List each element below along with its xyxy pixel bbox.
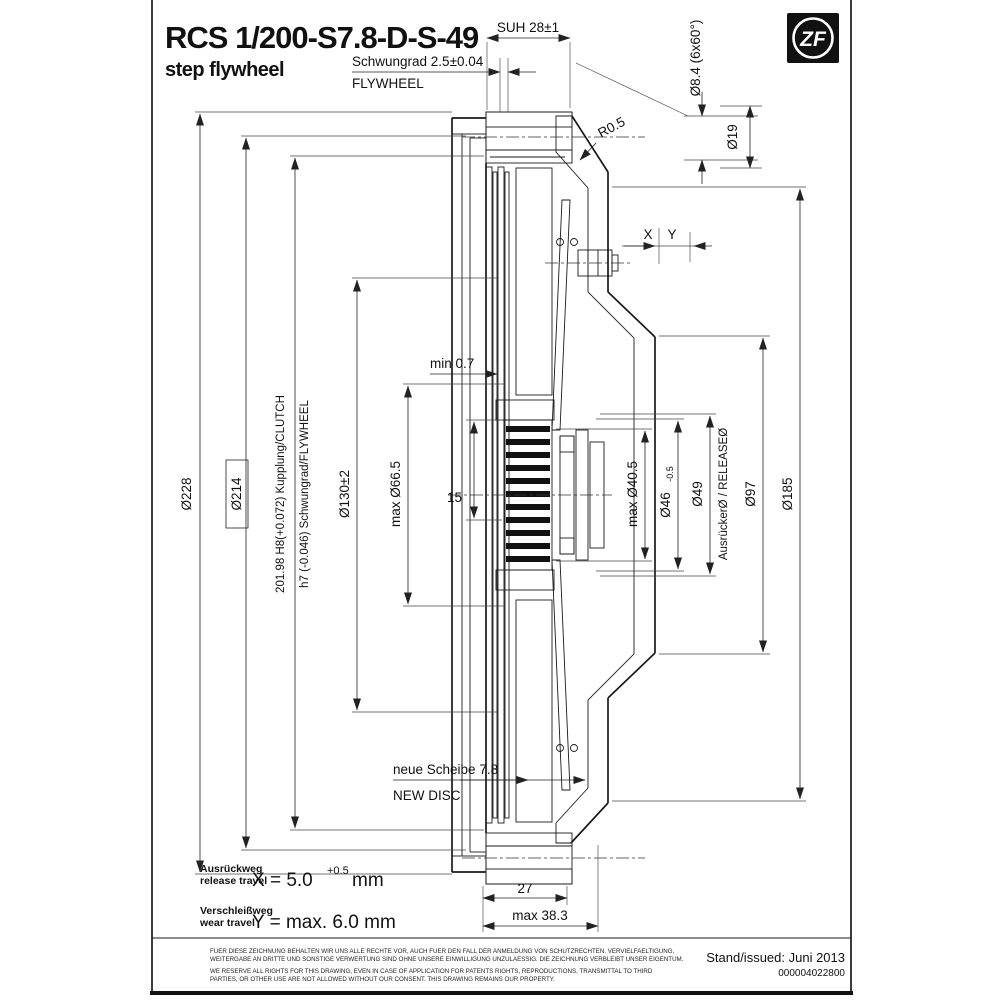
dim-d185: [612, 187, 806, 801]
dim-y-label: Y: [667, 227, 677, 242]
dim-d405-label: max Ø40.5: [625, 460, 640, 528]
release-travel-unit: mm: [352, 870, 384, 891]
dim-min07-label: min 0.7: [430, 356, 475, 371]
wear-travel-en: wear travel: [200, 917, 255, 929]
dim-d214-label: Ø214: [229, 477, 244, 511]
dim-len15: [447, 420, 502, 520]
issued-date: Stand/issued: Juni 2013: [706, 950, 845, 965]
dim-d228: [179, 112, 452, 874]
dim-flywheel-step: [352, 54, 536, 112]
dim-suh28-label: SUH 28±1: [496, 20, 560, 35]
dim-len15-label: 15: [446, 490, 462, 505]
dim-d49-label: Ø49: [690, 481, 705, 507]
travel-block: [199, 863, 396, 933]
legal-de-line2: WEITERGABE AN DRITTE UND SONSTIGE VERWERTUNG SIND OHNE UNSERE EINWILLIGUNG UNZULAESSIG. DIE ZEICHNUNG VERBLEIBT UNSER EIGENTUM.: [210, 956, 684, 963]
dim-d46-tol: -0.5: [665, 466, 675, 482]
dim-d228-label: Ø228: [179, 477, 194, 511]
legal-en-line2: PARTIES, OR OTHER USE ARE NOT ALLOWED WITHOUT OUR CONSENT. THIS DRAWING REMAINS OUR PROPERTY.: [210, 976, 555, 983]
dim-r05-label: R0.5: [595, 114, 628, 141]
dim-d46-label: Ø46: [658, 492, 673, 518]
legal-de-line1: FUER DIESE ZEICHNUNG BEHALTEN WIR UNS ALLE RECHTE VOR, AUCH FUER DEN FALL DER ANMELDUNG VON SCHUTZRECHTEN. VERVIELFAELTIGUNG,: [210, 948, 675, 955]
drawing-number: 000004022800: [778, 968, 845, 979]
dim-xy: [622, 227, 712, 264]
dim-bolt-holes: [576, 20, 758, 184]
dim-d185-label: Ø185: [780, 477, 795, 511]
dim-flywheel-fit-label: h7 (-0.046) Schwungrad/FLYWHEEL: [299, 400, 311, 588]
bolt-flange-bottom: [462, 833, 645, 884]
dim-schwungrad-label: Schwungrad 2.5±0.04: [352, 54, 484, 69]
zf-logo-text: ZF: [800, 28, 826, 51]
release-travel-tolerance: +0.5: [327, 865, 349, 877]
legal-en-line1: WE RESERVE ALL RIGHTS FOR THIS DRAWING, EVEN IN CASE OF APPLICATION FOR PATENTS RIGHTS, REPRODUCTIONS, TRANSMITTAL TO THIRD: [210, 968, 653, 975]
dim-w27-label: 27: [517, 881, 533, 896]
wear-travel-value: Y = max. 6.0 mm: [252, 912, 396, 933]
dim-clutch-fit-label: 201.98 H8(+0.072) Kupplung/CLUTCH: [275, 395, 287, 593]
wear-travel-de: Verschleißweg: [200, 905, 273, 917]
dim-d19-label: Ø19: [725, 124, 740, 150]
release-travel-en: release travel: [200, 875, 268, 887]
dim-d97: [659, 336, 770, 654]
dim-d19: [720, 106, 762, 168]
dim-w27: [483, 881, 567, 932]
dim-new-disc: [393, 762, 585, 803]
zf-logo: [787, 13, 839, 63]
drawing-subtitle: step flywheel: [165, 59, 285, 81]
legal-notice: [210, 948, 684, 983]
clutch-cover: [556, 116, 655, 843]
dim-new-disc-de: neue Scheibe 7.8: [393, 762, 499, 777]
dim-x-label: X: [643, 227, 653, 242]
dim-bolt-holes-label: Ø8.4 (6x60°): [688, 19, 703, 97]
dim-flywheel-word: FLYWHEEL: [352, 76, 424, 91]
dim-new-disc-en: NEW DISC: [393, 788, 461, 803]
dim-suh28: [487, 20, 570, 110]
release-travel-de: Ausrückweg: [200, 863, 263, 875]
release-travel-value: X = 5.0: [252, 870, 313, 891]
dim-min07: [430, 356, 497, 392]
strap-bolt: [545, 250, 632, 276]
dim-w383-label: max 38.3: [512, 908, 568, 923]
drawing-title: RCS 1/200-S7.8-D-S-49: [165, 20, 479, 55]
dim-d665-label: max Ø66.5: [388, 460, 403, 528]
issue-block: [706, 950, 845, 979]
dim-release-label: AusrückerØ / RELEASEØ: [718, 427, 730, 561]
dim-d97-label: Ø97: [743, 481, 758, 507]
dim-d130-label: Ø130±2: [337, 470, 352, 518]
